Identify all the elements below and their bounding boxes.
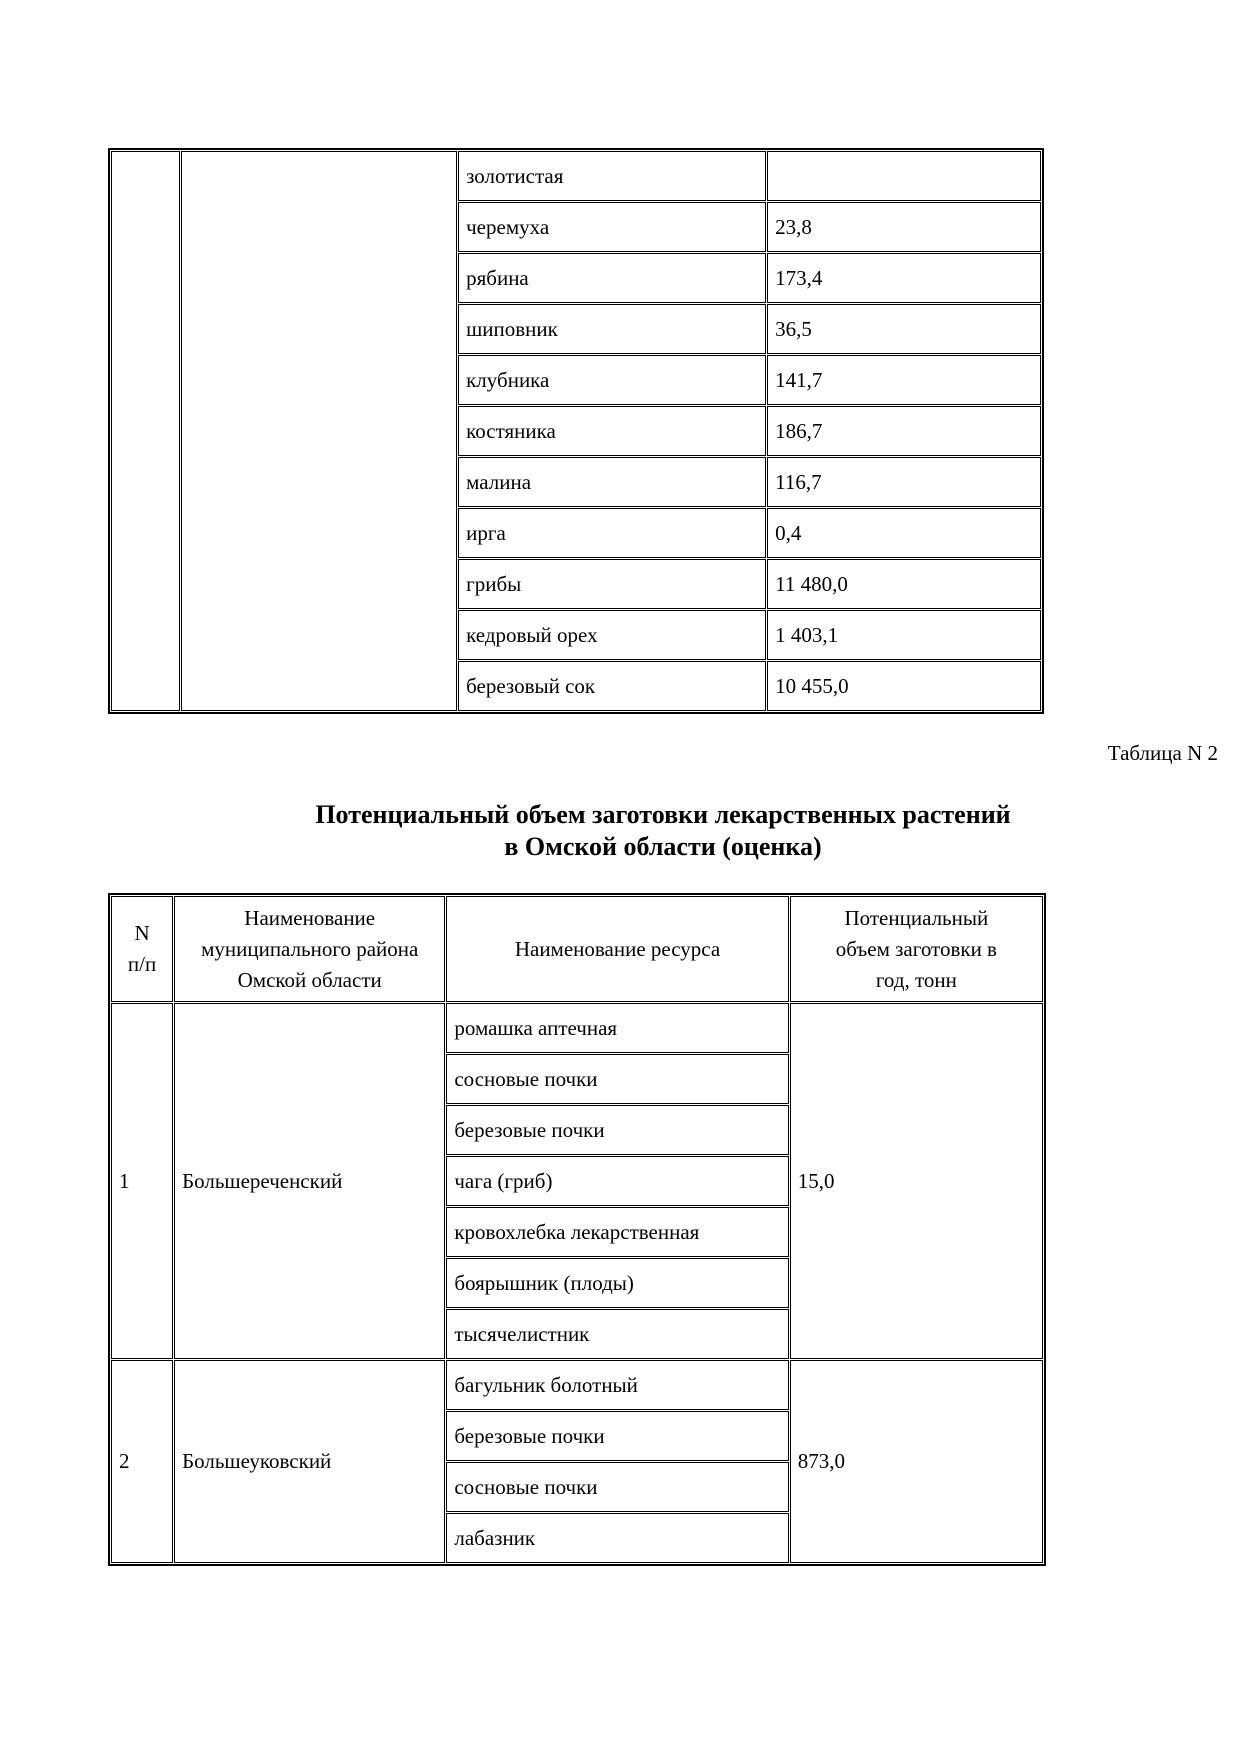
table-row [111, 151, 1041, 201]
group2-volume-cell: 873,0 [790, 1360, 1043, 1563]
group1-district-cell: Большереченский [174, 1003, 445, 1359]
group1-num-cell: 1 [111, 1003, 173, 1359]
table1-resource-cell: грибы [458, 559, 766, 609]
group2-num-cell: 2 [111, 1360, 173, 1563]
table-row [111, 1003, 1043, 1053]
group1-resource-cell: березовые почки [446, 1105, 788, 1155]
table1-resource-cell: ирга [458, 508, 766, 558]
table1-value-cell: 1 403,1 [767, 610, 1041, 660]
table1-value-cell: 116,7 [767, 457, 1041, 507]
table2-caption: Таблица N 2 [1107, 741, 1218, 765]
table1-value-cell [767, 151, 1041, 201]
header-volume: Потенциальный объем заготовки в год, тонн [790, 896, 1043, 1002]
table1-value-cell: 36,5 [767, 304, 1041, 354]
table-2 [108, 893, 1046, 1566]
group1-resource-cell: боярышник (плоды) [446, 1258, 788, 1308]
group2-resource-cell: багульник болотный [446, 1360, 788, 1410]
group1-volume-cell: 15,0 [790, 1003, 1043, 1359]
table1-value-cell: 11 480,0 [767, 559, 1041, 609]
header-district: Наименование муниципального района Омской области [174, 896, 445, 1002]
table1-num-cell-empty [111, 151, 180, 711]
table1-resource-cell: кедровый орех [458, 610, 766, 660]
table1-resource-cell: костяника [458, 406, 766, 456]
table1-resource-cell: черемуха [458, 202, 766, 252]
table1-resource-cell: рябина [458, 253, 766, 303]
table1-resource-cell: шиповник [458, 304, 766, 354]
group1-resource-cell: ромашка аптечная [446, 1003, 788, 1053]
table2-title: Потенциальный объем заготовки лекарственных растений в Омской области (оценка) [315, 800, 1011, 861]
table1-resource-cell: березовый сок [458, 661, 766, 711]
header-resource: Наименование ресурса [446, 896, 788, 1002]
table1-resource-cell: золотистая [458, 151, 766, 201]
group2-resource-cell: лабазник [446, 1513, 788, 1563]
table1-resource-cell: малина [458, 457, 766, 507]
group2-district-cell: Большеуковский [174, 1360, 445, 1563]
table-header-row [111, 896, 1043, 1002]
table1-resource-cell: клубника [458, 355, 766, 405]
table1-value-cell: 23,8 [767, 202, 1041, 252]
table-row [111, 1360, 1043, 1410]
group1-resource-cell: тысячелистник [446, 1309, 788, 1359]
group2-resource-cell: березовые почки [446, 1411, 788, 1461]
header-num: N п/п [111, 896, 173, 1002]
group1-resource-cell: чага (гриб) [446, 1156, 788, 1206]
table1-value-cell: 186,7 [767, 406, 1041, 456]
group1-resource-cell: сосновые почки [446, 1054, 788, 1104]
table1-district-cell-empty [181, 151, 457, 711]
table-1-continuation [108, 148, 1044, 714]
table1-value-cell: 10 455,0 [767, 661, 1041, 711]
table1-value-cell: 141,7 [767, 355, 1041, 405]
group2-resource-cell: сосновые почки [446, 1462, 788, 1512]
group1-resource-cell: кровохлебка лекарственная [446, 1207, 788, 1257]
table1-value-cell: 0,4 [767, 508, 1041, 558]
table1-value-cell: 173,4 [767, 253, 1041, 303]
